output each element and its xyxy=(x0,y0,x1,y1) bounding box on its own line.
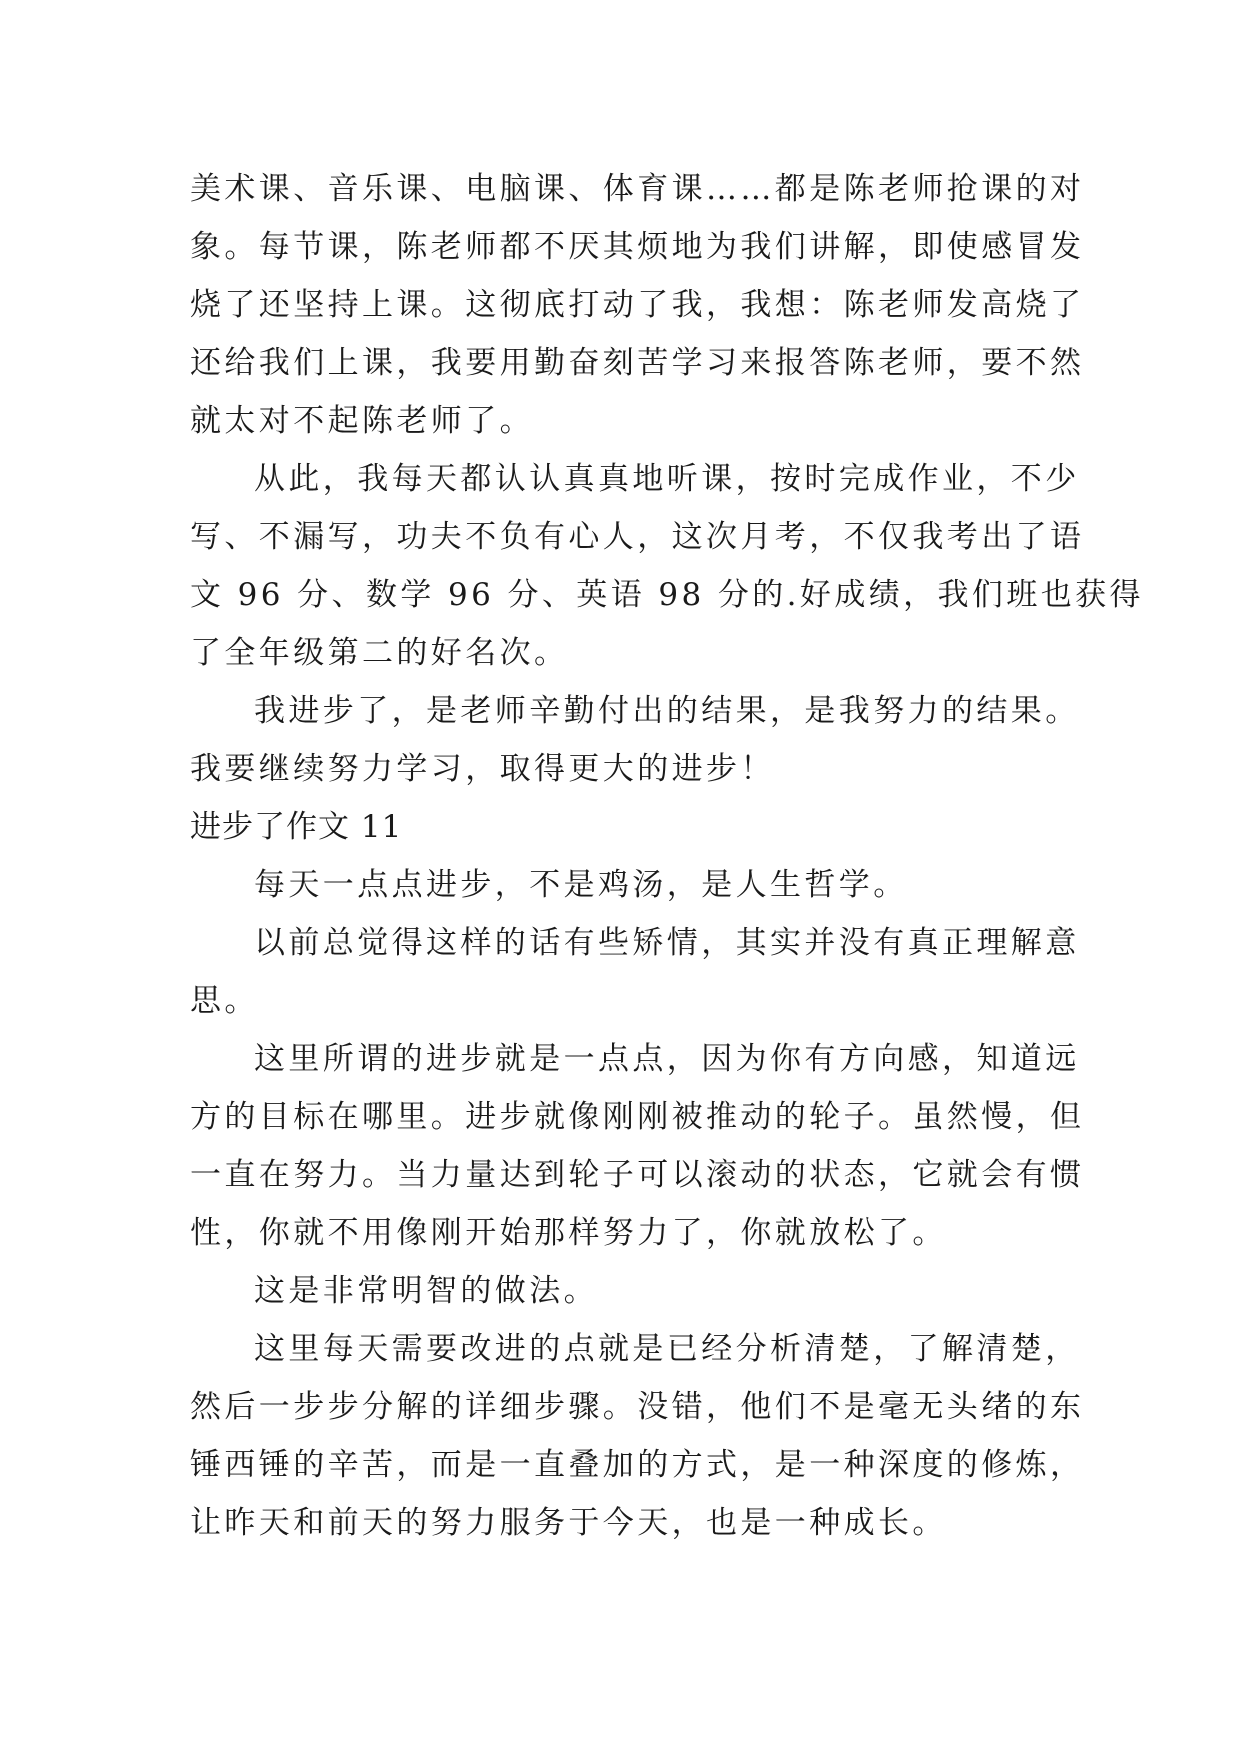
paragraph-start-line: 这里所谓的进步就是一点点，因为你有方向感，知道远 xyxy=(254,1041,1080,1077)
text-line: 方的目标在哪里。进步就像刚刚被推动的轮子。虽然慢，但 xyxy=(190,1099,1085,1135)
text-line: 美术课、音乐课、电脑课、体育课……都是陈老师抢课的对 xyxy=(190,171,1085,207)
paragraph-start-line: 我进步了，是老师辛勤付出的结果，是我努力的结果。 xyxy=(254,693,1080,729)
text-line: 象。每节课，陈老师都不厌其烦地为我们讲解，即使感冒发 xyxy=(190,229,1085,265)
text-line: 还给我们上课，我要用勤奋刻苦学习来报答陈老师，要不然 xyxy=(190,345,1085,381)
section-heading: 进步了作文 11 xyxy=(190,809,403,845)
document-body xyxy=(190,160,1144,1552)
paragraph-start-line: 这是非常明智的做法。 xyxy=(254,1273,598,1309)
text-line: 了全年级第二的好名次。 xyxy=(190,635,569,671)
text-line: 让昨天和前天的努力服务于今天，也是一种成长。 xyxy=(190,1505,947,1541)
paragraph-start-line: 这里每天需要改进的点就是已经分析清楚，了解清楚， xyxy=(254,1331,1080,1367)
paragraph-start-line: 以前总觉得这样的话有些矫情，其实并没有真正理解意 xyxy=(254,925,1080,961)
text-line: 就太对不起陈老师了。 xyxy=(190,403,534,439)
text-line: 一直在努力。当力量达到轮子可以滚动的状态，它就会有惯 xyxy=(190,1157,1085,1193)
text-line: 我要继续努力学习，取得更大的进步！ xyxy=(190,751,775,787)
paragraph-start-line: 从此，我每天都认认真真地听课，按时完成作业，不少 xyxy=(254,461,1080,497)
text-line: 锤西锤的辛苦，而是一直叠加的方式，是一种深度的修炼， xyxy=(190,1447,1085,1483)
paragraph-start-line: 每天一点点进步，不是鸡汤，是人生哲学。 xyxy=(254,867,908,903)
text-line: 性，你就不用像刚开始那样努力了，你就放松了。 xyxy=(190,1215,947,1251)
text-line: 思。 xyxy=(190,983,259,1019)
text-line: 文 96 分、数学 96 分、英语 98 分的.好成绩，我们班也获得 xyxy=(190,577,1144,613)
text-line: 然后一步步分解的详细步骤。没错，他们不是毫无头绪的东 xyxy=(190,1389,1085,1425)
text-line: 写、不漏写，功夫不负有心人，这次月考，不仅我考出了语 xyxy=(190,519,1085,555)
text-line: 烧了还坚持上课。这彻底打动了我，我想：陈老师发高烧了 xyxy=(190,287,1085,323)
